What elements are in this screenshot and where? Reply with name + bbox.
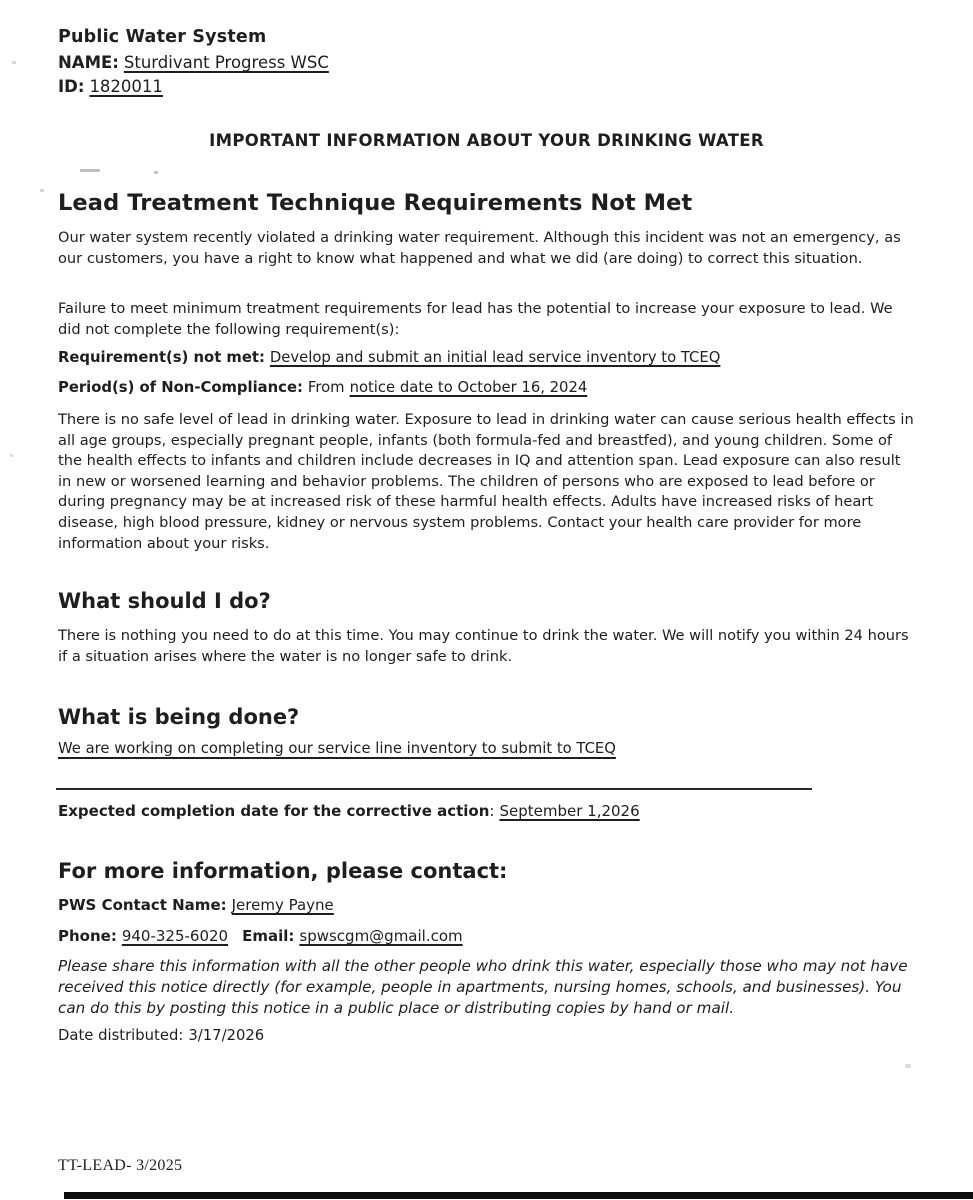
completion-value: September 1,2026 (499, 802, 640, 820)
date-distributed-line (58, 1027, 916, 1044)
completion-label: Expected completion date for the corrective action (58, 802, 490, 820)
scan-artifact (905, 1064, 911, 1068)
phone-label: Phone: (58, 927, 117, 945)
email-value: spwscgm@gmail.com (299, 927, 463, 945)
share-note: Please share this information with all the other people who drink this water, especially those who may not have received this notice directly (for example, people in apartments, nursing homes, schools, and businesses). You can do this by posting this notice in a public place or distributing copies by hand or mail. (58, 957, 908, 1017)
pws-id-line (58, 77, 916, 96)
pws-header-title: Public Water System (58, 27, 267, 47)
horizontal-rule (56, 788, 812, 790)
contact-heading: For more information, please contact: (58, 859, 508, 883)
what-done-answer (58, 740, 916, 757)
intro-paragraph-1: Our water system recently violated a drinking water requirement. Although this incident was not an emergency, as our customers, you have a right to know what happened and what we did (are doing) to correct this situation. (58, 229, 901, 267)
scan-artifact (154, 171, 158, 174)
contact-name-value: Jeremy Payne (231, 896, 334, 914)
scan-edge-bar (64, 1192, 973, 1199)
banner-title: IMPORTANT INFORMATION ABOUT YOUR DRINKING WATER (209, 131, 764, 150)
email-label: Email: (242, 927, 295, 945)
what-should-paragraph: There is nothing you need to do at this time. You may continue to drink the water. We will notify you within 24 hours if a situation arises where the water is no longer safe to drink. (58, 627, 909, 665)
requirement-value: Develop and submit an initial lead service inventory to TCEQ (269, 349, 721, 366)
pws-name-line (58, 53, 916, 72)
what-done-answer-text: We are working on completing our service line inventory to submit to TCEQ (58, 740, 616, 757)
pws-name-label: NAME: (58, 53, 119, 72)
phone-value: 940-325-6020 (121, 927, 229, 945)
pws-id-label: ID: (58, 77, 85, 96)
completion-line (58, 802, 916, 820)
pws-name-value: Sturdivant Progress WSC (123, 53, 329, 72)
scan-artifact (40, 189, 44, 192)
period-prefix: From (307, 379, 345, 396)
period-label: Period(s) of Non-Compliance: (58, 379, 303, 396)
requirement-line (58, 349, 916, 366)
pws-id-value: 1820011 (89, 77, 163, 96)
completion-separator: : (489, 802, 495, 820)
scan-artifact (10, 454, 13, 457)
scan-artifact (12, 61, 16, 64)
date-distributed-label: Date distributed: (58, 1027, 184, 1044)
intro-paragraph-2: Failure to meet minimum treatment requirements for lead has the potential to increase your exposure to lead. We did not complete the following requirement(s): (58, 300, 893, 338)
main-heading: Lead Treatment Technique Requirements Not Met (58, 190, 693, 216)
what-done-heading: What is being done? (58, 705, 300, 729)
contact-name-label: PWS Contact Name: (58, 896, 227, 914)
what-should-heading: What should I do? (58, 589, 271, 613)
scan-artifact (80, 169, 100, 172)
contact-name-line (58, 896, 916, 914)
contact-phone-email-line (58, 927, 916, 945)
period-line (58, 379, 916, 396)
health-effects-paragraph: There is no safe level of lead in drinking water. Exposure to lead in drinking water can cause serious health effects in all age groups, especially pregnant people, infants (both formula-fed and breastfed), and young children. Some of the health effects to infants and children include decreases in IQ and attention span. Lead exposure can also result in new or worsened learning and behavior problems. The children of persons who are exposed to lead before or during pregnancy may be at increased risk of these harmful health effects. Adults have increased risks of heart disease, high blood pressure, kidney or nervous system problems. Contact your health care provider for more information about your risks. (58, 411, 914, 552)
form-code: TT-LEAD- 3/2025 (58, 1157, 183, 1174)
period-value: notice date to October 16, 2024 (349, 379, 588, 396)
requirement-label: Requirement(s) not met: (58, 349, 265, 366)
date-distributed-value: 3/17/2026 (188, 1027, 265, 1044)
